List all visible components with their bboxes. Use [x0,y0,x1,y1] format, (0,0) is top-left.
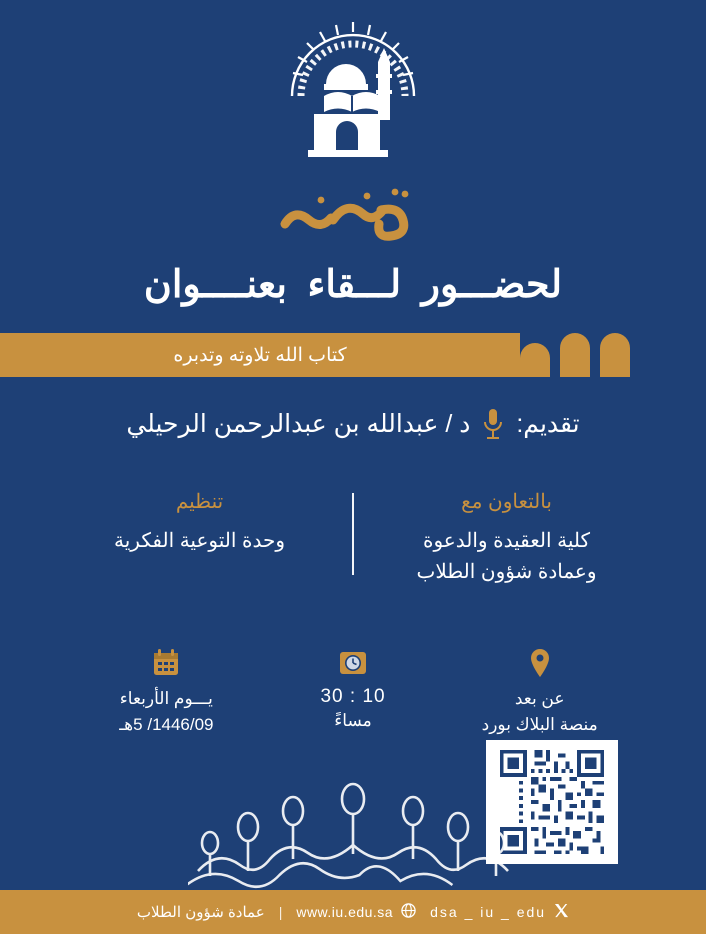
place-line-1: عن بعد [514,689,565,708]
lecture-title: كتاب الله تلاوته وتدبره [0,333,520,377]
cooperation-column [380,489,633,588]
clock-icon [268,646,438,680]
social-handle-text: dsa _ iu _ edu [430,904,547,920]
arch-shape [520,343,550,377]
qr-code[interactable] [486,740,618,864]
website-text: www.iu.edu.sa [296,904,394,920]
arch-shape [600,333,630,377]
speaker-label: تقديم: [516,410,580,438]
time-info [268,646,438,734]
organizers-section [73,489,633,588]
speaker-row [126,407,579,441]
microphone-icon [482,407,504,441]
brand-word [263,184,443,248]
x-twitter-icon [554,903,569,921]
globe-icon [401,903,416,921]
place-line-2: منصة البلاك بورد [481,714,598,734]
social-handle-item[interactable] [430,903,569,921]
brand-word-calligraphy [263,184,443,248]
place-info [455,646,625,737]
cooperation-line-2: وعمادة شؤون الطلاب [416,561,597,583]
organizer-column [73,489,326,557]
footer-separator: | [278,904,283,920]
brand-word-text [309,192,396,241]
time-period: مساءً [334,711,372,730]
time-value: 10 : 30 [320,686,386,707]
date-info [81,646,251,737]
university-logo [268,18,438,168]
cooperation-line-1: كلية العقيدة والدعوة [423,530,590,552]
page-title: لحضـــور لـــقاء بعنــــوان [143,264,563,306]
organizer-heading: تنظيم [175,491,224,513]
qr-code-image [492,746,612,858]
skyline-decoration [188,781,518,896]
vertical-divider [352,493,354,575]
location-pin-icon [455,646,625,680]
website-item[interactable] [296,903,416,921]
speaker-name: د / عبدالله بن عبدالرحمن الرحيلي [126,410,471,438]
arch-decoration [520,333,630,377]
logo-graphic [268,18,438,168]
department-name: عمادة شؤون الطلاب [136,904,265,921]
calendar-icon [81,646,251,680]
footer-bar [0,890,706,934]
cooperation-heading: بالتعاون مع [461,491,552,513]
date-value: 1446/09/ 5هـ [119,714,214,734]
date-day: يـــوم الأربعاء [119,689,213,708]
organizer-line-1: وحدة التوعية الفكرية [114,530,285,552]
lecture-title-row [0,333,706,377]
event-details-row [73,646,633,737]
arch-shape [560,333,590,377]
